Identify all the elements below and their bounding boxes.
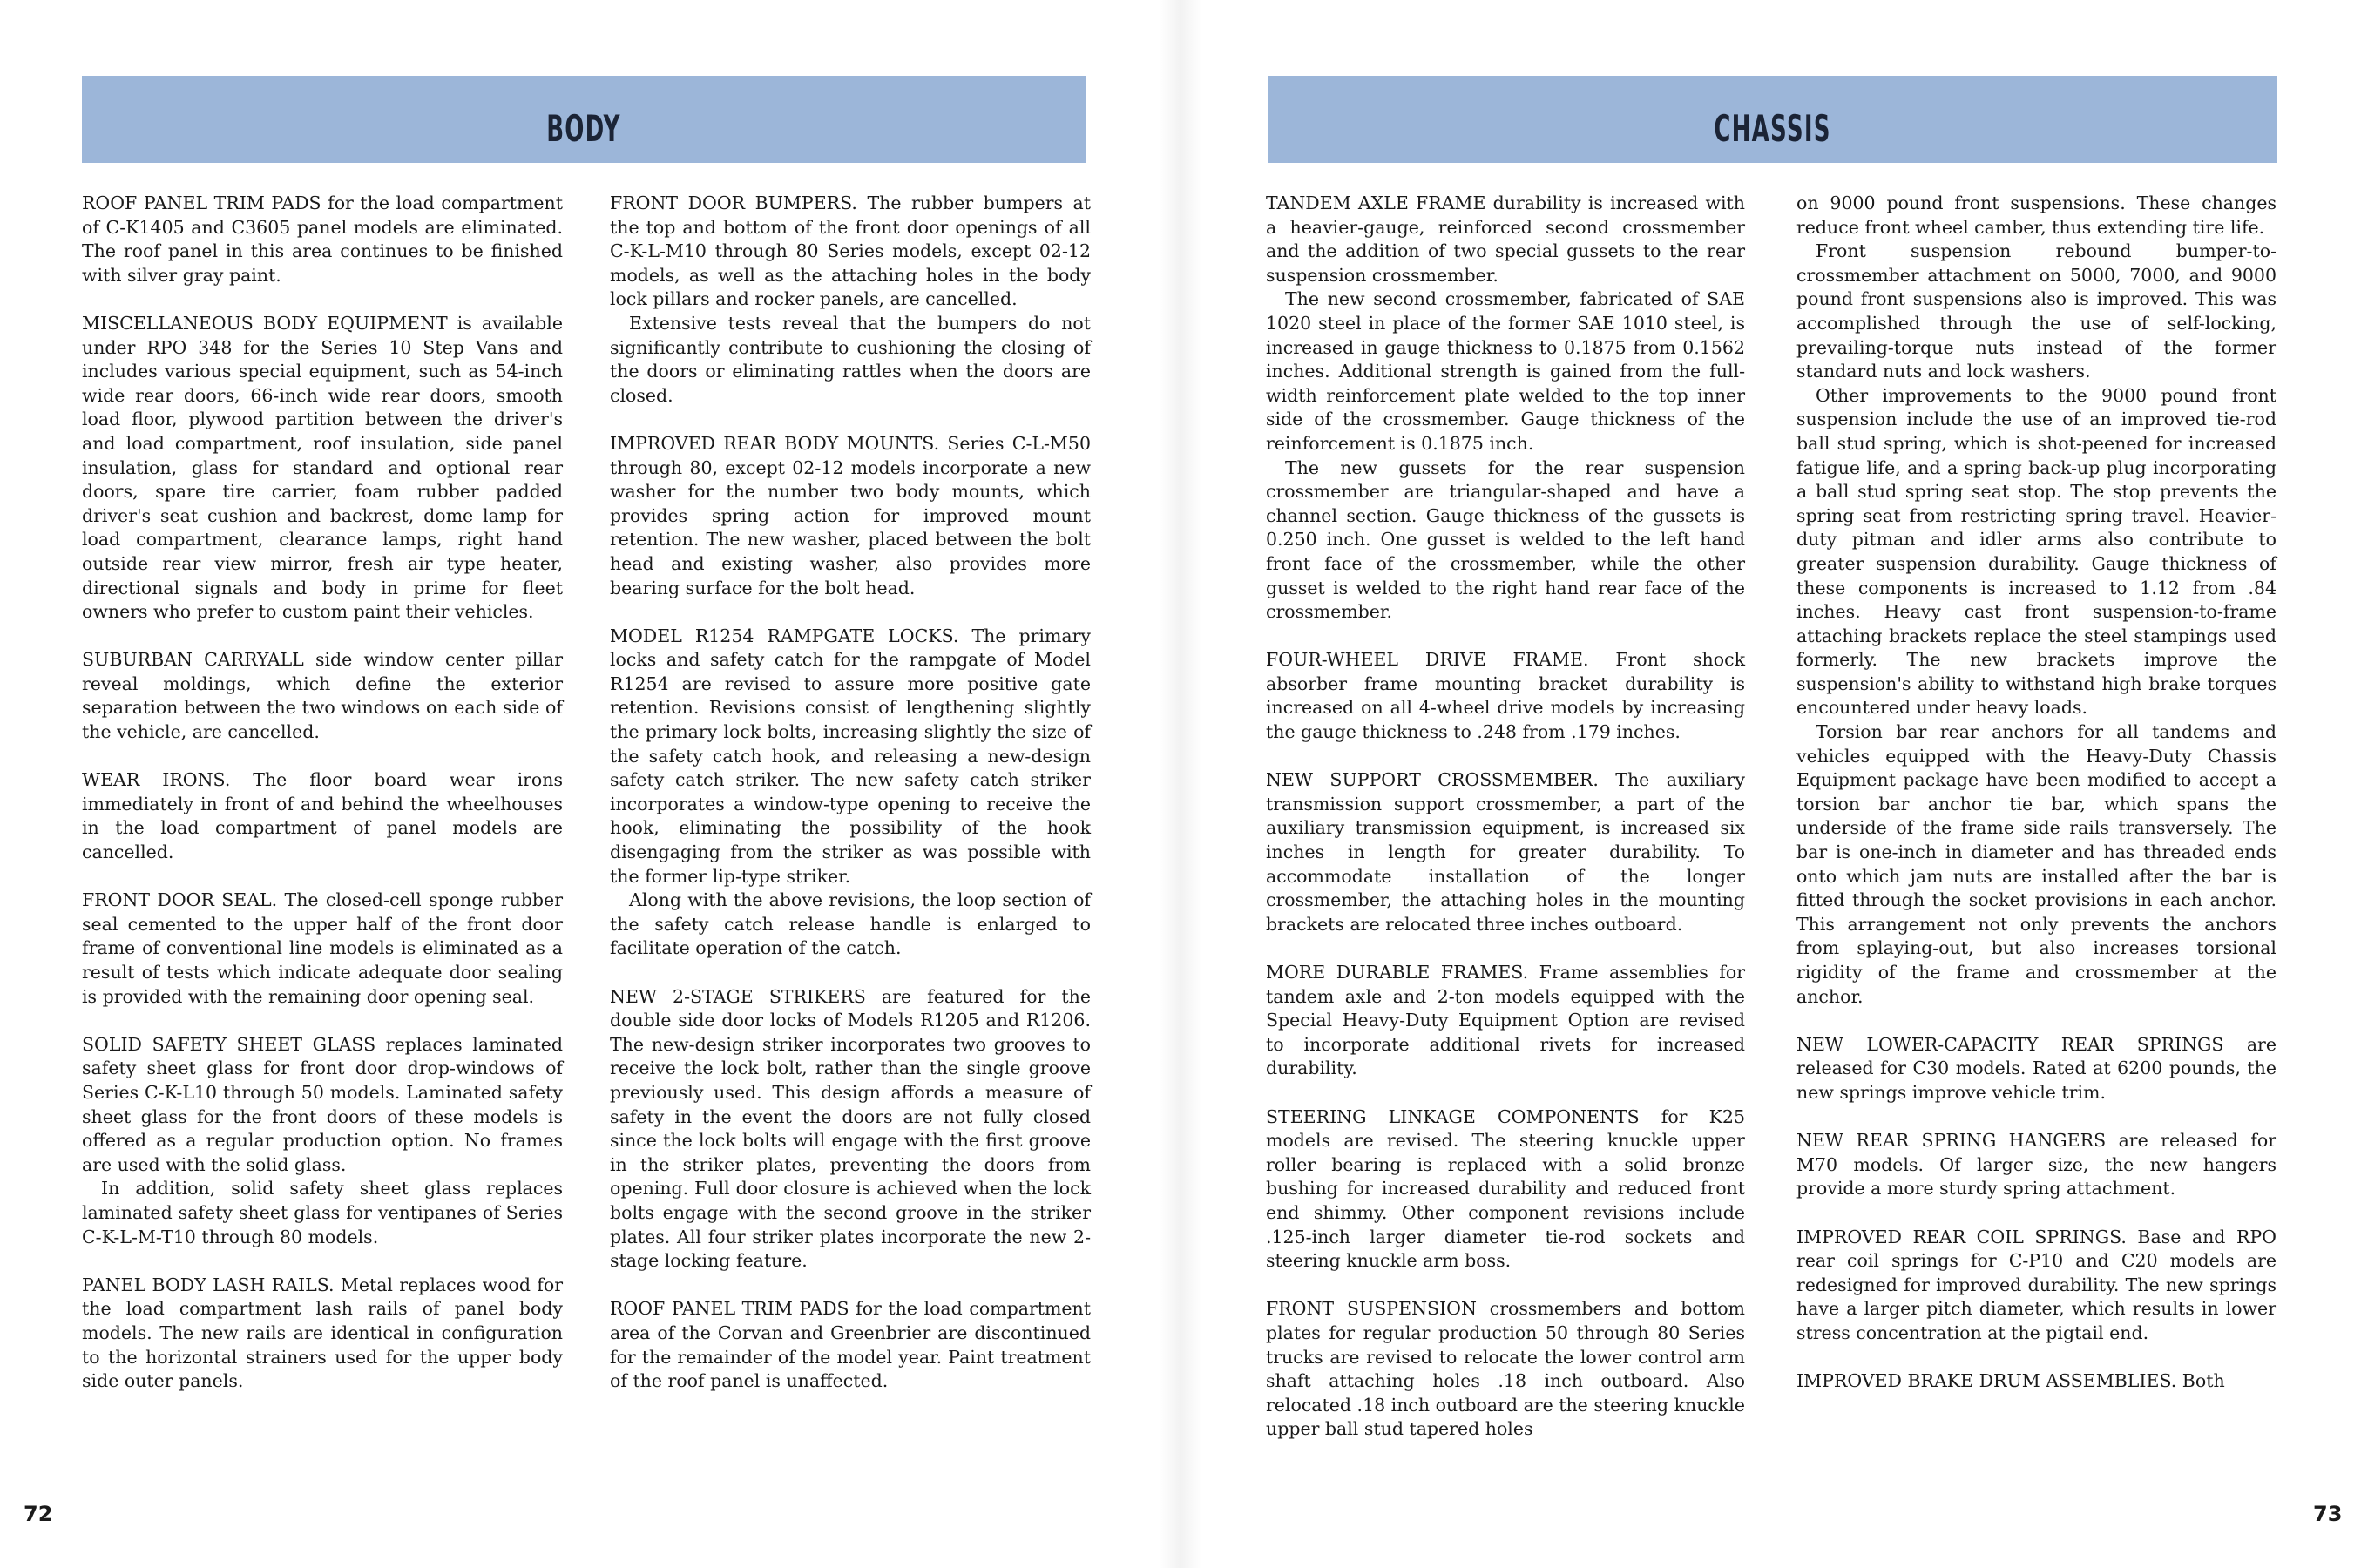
text-column-2 bbox=[1796, 192, 2276, 1394]
paragraph: Front suspension rebound bumper-to-crossmember attachment on 5000, 7000, and 9000 pound front suspensions also is improved. This was accomplished through the use of self-locking, prevailing-torque nuts instead of the former standard nuts and lock washers. bbox=[1796, 240, 2276, 382]
body-section-banner bbox=[82, 76, 1086, 163]
paragraph: STEERING LINKAGE COMPONENTS for K25 models are revised. The steering knuckle upper roller bearing is replaced with a solid bronze bushing for increased durability and reduced front end shimmy. Other component revisions include .125-inch larger diameter tie-rod sockets and steering knuckle arm boss. bbox=[1266, 1105, 1745, 1272]
text-column-1 bbox=[1266, 192, 1745, 1442]
paragraph: Other improvements to the 9000 pound front suspension include the use of an improved tie-rod ball stud spring, which is shot-peened for increased fatigue life, and a spring back-up plug incorporating a ball stud spring seat stop. The stop prevents the spring seat from restricting spring travel. Heavier-duty pitman and idler arms also contribute to greater suspension durability. Gauge thickness of these components is increased to 1.12 from .84 inches. Heavy cast front suspension-to-frame attaching brackets replace the steel stampings used formerly. The new brackets improve the suspension's ability to withstand high brake torques encountered under heavy loads. bbox=[1796, 384, 2276, 719]
paragraph: WEAR IRONS. The floor board wear irons immediately in front of and behind the wheelhouses in the load compartment of panel models are cancelled. bbox=[82, 769, 563, 863]
left-page bbox=[0, 0, 1180, 1568]
paragraph: SOLID SAFETY SHEET GLASS replaces laminated safety sheet glass for front door drop-windows of Series C-K-L10 through 50 models. Laminated safety sheet glass for the front doors of these models is offered as a regular production option. No frames are used with the solid glass. bbox=[82, 1033, 563, 1175]
paragraph: IMPROVED REAR BODY MOUNTS. Series C-L-M50 through 80, except 02-12 models incorporate a new washer for the number two body mounts, which provides spring action for improved mount retention. The new washer, placed between the bolt head and existing washer, also provides more bearing surface for the bolt head. bbox=[610, 432, 1091, 598]
paragraph: NEW SUPPORT CROSSMEMBER. The auxiliary transmission support crossmember, a part of the auxiliary transmission equipment, is increased six inches in length for greater durability. To accommodate installation of the longer crossmember, the attaching holes in the mounting brackets are relocated three inches outboard. bbox=[1266, 769, 1745, 935]
page-number: 73 bbox=[2313, 1502, 2343, 1526]
section-heading: BODY bbox=[546, 106, 621, 150]
paragraph: PANEL BODY LASH RAILS. Metal replaces wood for the load compartment lash rails of panel body models. The new rails are identical in configuration to the horizontal strainers used for the upper body side outer panels. bbox=[82, 1274, 563, 1392]
paragraph: NEW LOWER-CAPACITY REAR SPRINGS are released for C30 models. Rated at 6200 pounds, the new springs improve vehicle trim. bbox=[1796, 1033, 2276, 1103]
paragraph: Along with the above revisions, the loop section of the safety catch release handle is enlarged to facilitate operation of the catch. bbox=[610, 889, 1091, 959]
paragraph: Torsion bar rear anchors for all tandems and vehicles equipped with the Heavy-Duty Chassis Equipment package have been modified to accept a torsion bar anchor tie bar, which spans the underside of the frame side rails transversely. The bar is one-inch in diameter and has threaded ends onto which jam nuts are installed after the bar is fitted through the socket provisions in each anchor. This arrangement not only prevents the anchors from splaying-out, but also increases torsional rigidity of the frame and crossmember at the anchor. bbox=[1796, 721, 2276, 1007]
paragraph: on 9000 pound front suspensions. These changes reduce front wheel camber, thus extending tire life. bbox=[1796, 193, 2276, 238]
paragraph: MISCELLANEOUS BODY EQUIPMENT is available under RPO 348 for the Series 10 Step Vans and includes various special equipment, such as 54-inch wide rear doors, 66-inch wide rear doors, smooth load floor, plywood partition between the driver's and load compartment, roof insulation, side panel insulation, glass for standard and optional rear doors, spare tire carrier, foam rubber padded driver's seat cushion and backrest, dome lamp for load compartment, clearance lamps, right hand outside rear view mirror, fresh air type heater, directional signals and body in prime for fleet owners who prefer to custom paint their vehicles. bbox=[82, 312, 563, 623]
section-heading: CHASSIS bbox=[1714, 106, 1831, 150]
paragraph: Extensive tests reveal that the bumpers do not significantly contribute to cushioning the closing of the doors or eliminating rattles when the doors are closed. bbox=[610, 312, 1091, 406]
page-number: 72 bbox=[24, 1502, 53, 1526]
paragraph: ROOF PANEL TRIM PADS for the load compartment of C-K1405 and C3605 panel models are eliminated. The roof panel in this area continues to be finished with silver gray paint. bbox=[82, 193, 563, 286]
paragraph: SUBURBAN CARRYALL side window center pillar reveal moldings, which define the exterior separation between the two windows on each side of the vehicle, are cancelled. bbox=[82, 649, 563, 743]
paragraph: ROOF PANEL TRIM PADS for the load compartment area of the Corvan and Greenbrier are discontinued for the remainder of the model year. Paint treatment of the roof panel is unaffected. bbox=[610, 1298, 1091, 1392]
paragraph: IMPROVED REAR COIL SPRINGS. Base and RPO rear coil springs for C-P10 and C20 models are redesigned for improved durability. The new springs have a larger pitch diameter, which results in lower stress concentration at the pigtail end. bbox=[1796, 1226, 2276, 1343]
paragraph: NEW 2-STAGE STRIKERS are featured for the double side door locks of Models R1205 and R1206. The new-design striker incorporates two grooves to receive the lock bolt, rather than the single groove previously used. This design affords a measure of safety in the event the doors are not fully closed since the lock bolts will engage with the first groove in the striker plates, preventing the doors from opening. Full door closure is achieved when the lock bolts engage with the second groove in the striker plates. All four striker plates incorporate the new 2-stage locking feature. bbox=[610, 985, 1091, 1272]
paragraph: The new second crossmember, fabricated of SAE 1020 steel in place of the former SAE 1010 steel, is increased in gauge thickness to 0.1875 from 0.1562 inches. Additional strength is gained from the full-width reinforcement plate welded to the top inner side of the crossmember. Gauge thickness of the reinforcement is 0.1875 inch. bbox=[1266, 288, 1745, 454]
paragraph: The new gussets for the rear suspension crossmember are triangular-shaped and have a channel section. Gauge thickness of the gussets is 0.250 inch. One gusset is welded to the left hand front face of the crossmember, while the other gusset is welded to the right hand rear face of the crossmember. bbox=[1266, 456, 1745, 623]
text-column-2 bbox=[610, 192, 1091, 1394]
paragraph: NEW REAR SPRING HANGERS are released for M70 models. Of larger size, the new hangers provide a more sturdy spring attachment. bbox=[1796, 1130, 2276, 1200]
paragraph: MODEL R1254 RAMPGATE LOCKS. The primary locks and safety catch for the rampgate of Model R1254 are revised to assure more positive gate retention. Revisions consist of lengthening slightly the primary lock bolts, increasing slightly the size of the safety catch hook, and releasing a new-design safety catch striker. The new safety catch striker incorporates a window-type opening to receive the hook, eliminating the possibility of the hook disengaging from the striker as was possible with the former lip-type striker. bbox=[610, 625, 1091, 887]
paragraph: In addition, solid safety sheet glass replaces laminated safety sheet glass for ventipanes of Series C-K-L-M-T10 through 80 models. bbox=[82, 1178, 563, 1247]
right-page bbox=[1180, 0, 2361, 1568]
paragraph: FRONT SUSPENSION crossmembers and bottom plates for regular production 50 through 80 Series trucks are revised to relocate the lower control arm shaft attaching holes .18 inch outboard. Also relocated .18 inch outboard are the steering knuckle upper ball stud tapered holes bbox=[1266, 1298, 1745, 1440]
paragraph: MORE DURABLE FRAMES. Frame assemblies for tandem axle and 2-ton models equipped with the Special Heavy-Duty Equipment Option are revised to incorporate additional rivets for increased durability. bbox=[1266, 962, 1745, 1079]
paragraph: TANDEM AXLE FRAME durability is increased with a heavier-gauge, reinforced second crossmember and the addition of two special gussets to the rear suspension crossmember. bbox=[1266, 193, 1745, 286]
text-column-1 bbox=[82, 192, 563, 1394]
paragraph: FOUR-WHEEL DRIVE FRAME. Front shock absorber frame mounting bracket durability is increased on all 4-wheel drive models by increasing the gauge thickness to .248 from .179 inches. bbox=[1266, 649, 1745, 743]
paragraph: FRONT DOOR BUMPERS. The rubber bumpers at the top and bottom of the front door openings of all C-K-L-M10 through 80 Series models, except 02-12 models, as well as the attaching holes in the body lock pillars and rocker panels, are cancelled. bbox=[610, 193, 1091, 310]
chassis-section-banner bbox=[1268, 76, 2277, 163]
paragraph: IMPROVED BRAKE DRUM ASSEMBLIES. Both bbox=[1796, 1370, 2225, 1392]
paragraph: FRONT DOOR SEAL. The closed-cell sponge rubber seal cemented to the upper half of the front door frame of conventional line models is eliminated as a result of tests which indicate adequate door sealing is provided with the remaining door opening seal. bbox=[82, 889, 563, 1007]
